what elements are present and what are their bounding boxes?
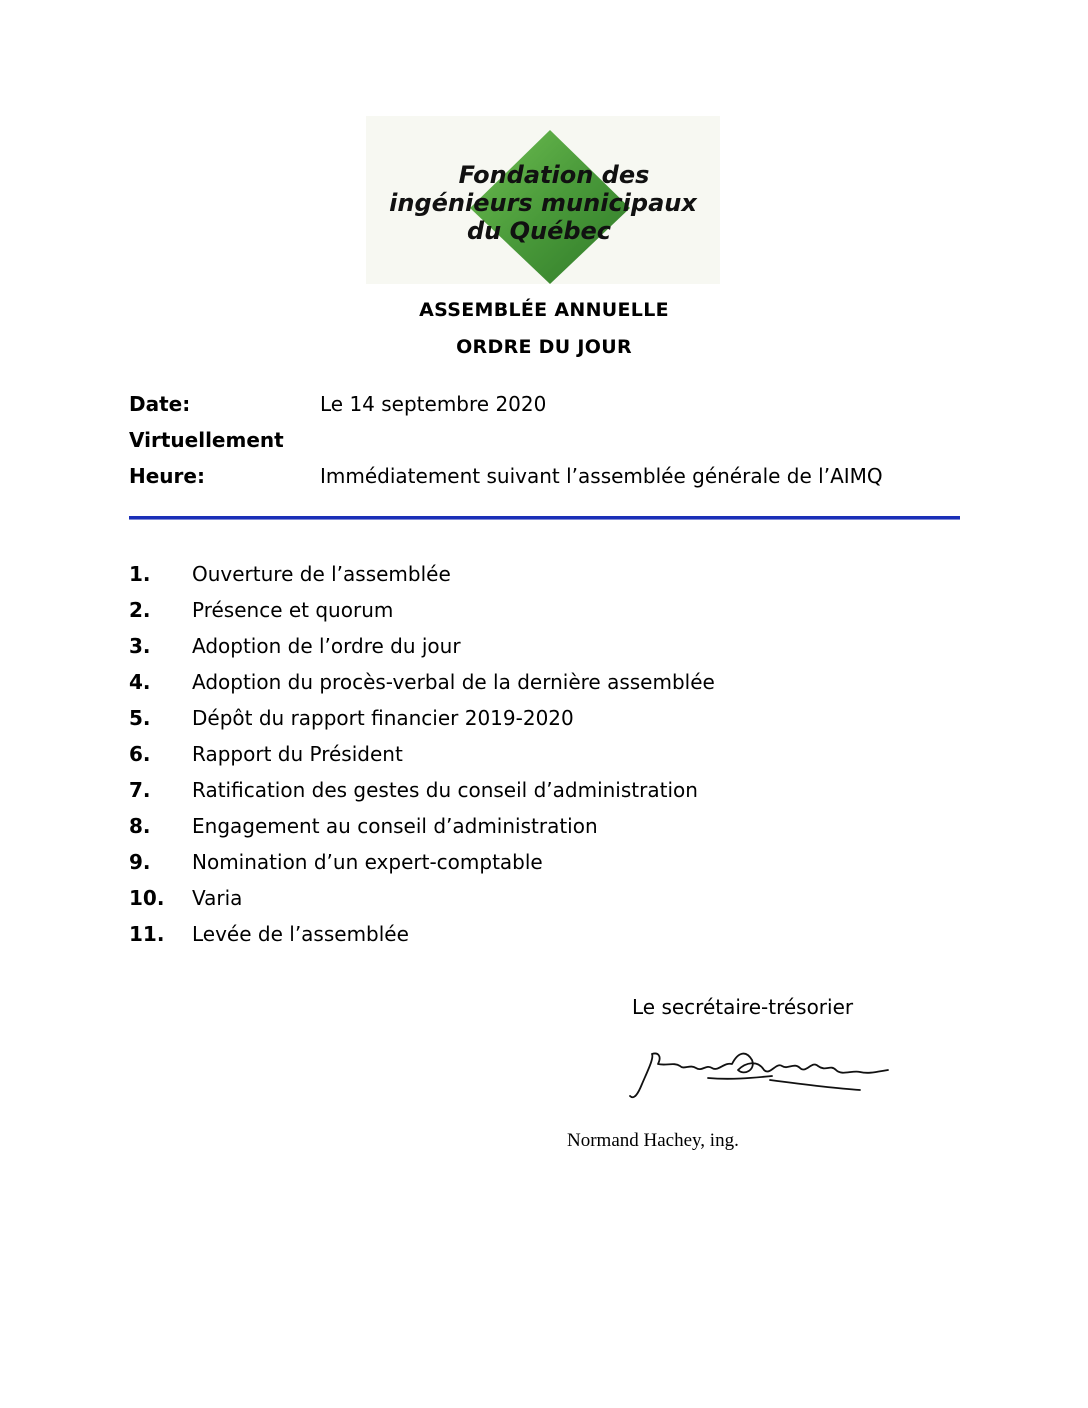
agenda-item-text: Dépôt du rapport financier 2019-2020 <box>192 706 574 730</box>
agenda-item-number: 7. <box>129 778 151 802</box>
closing-role: Le secrétaire-trésorier <box>632 995 854 1019</box>
agenda-item <box>129 922 929 958</box>
agenda-item-text: Ratification des gestes du conseil d’administration <box>192 778 698 802</box>
document-subtitle: ORDRE DU JOUR <box>456 336 632 358</box>
agenda-item <box>129 670 929 706</box>
agenda-item-text: Engagement au conseil d’administration <box>192 814 598 838</box>
agenda-item-number: 4. <box>129 670 151 694</box>
agenda-item-number: 1. <box>129 562 151 586</box>
divider-rule <box>129 516 960 520</box>
agenda-item-text: Rapport du Président <box>192 742 403 766</box>
agenda-item-text: Adoption de l’ordre du jour <box>192 634 461 658</box>
agenda-item-text: Adoption du procès-verbal de la dernière assemblée <box>192 670 715 694</box>
agenda-item <box>129 850 929 886</box>
agenda-item-number: 8. <box>129 814 151 838</box>
agenda-item-number: 9. <box>129 850 151 874</box>
handwritten-signature <box>620 1040 900 1110</box>
agenda-item-text: Ouverture de l’assemblée <box>192 562 451 586</box>
agenda-item-number: 2. <box>129 598 151 622</box>
mode-label: Virtuellement <box>129 428 284 452</box>
time-label: Heure: <box>129 464 205 488</box>
agenda-item <box>129 634 929 670</box>
logo-line-2: ingénieurs municipaux <box>389 189 697 217</box>
agenda-item <box>129 706 929 742</box>
document-title: ASSEMBLÉE ANNUELLE <box>419 299 669 321</box>
time-value: Immédiatement suivant l’assemblée générale de l’AIMQ <box>320 464 883 488</box>
agenda-item <box>129 886 929 922</box>
agenda-item-text: Présence et quorum <box>192 598 394 622</box>
agenda-item <box>129 814 929 850</box>
agenda-item-text: Levée de l’assemblée <box>192 922 409 946</box>
logo-line-1: Fondation des <box>458 161 650 189</box>
agenda-item-text: Nomination d’un expert-comptable <box>192 850 543 874</box>
agenda-item <box>129 598 929 634</box>
agenda-item-number: 5. <box>129 706 151 730</box>
logo-wordmark <box>366 161 720 245</box>
agenda-item-number: 10. <box>129 886 165 910</box>
foundation-logo <box>366 116 720 284</box>
agenda-item-text: Varia <box>192 886 243 910</box>
agenda-item-number: 11. <box>129 922 165 946</box>
agenda-item-number: 3. <box>129 634 151 658</box>
agenda-item <box>129 778 929 814</box>
date-value: Le 14 septembre 2020 <box>320 392 547 416</box>
agenda-list <box>129 562 929 958</box>
agenda-item-number: 6. <box>129 742 151 766</box>
agenda-item <box>129 742 929 778</box>
signer-name: Normand Hachey, ing. <box>567 1130 739 1151</box>
logo-line-3: du Québec <box>466 217 612 245</box>
date-label: Date: <box>129 392 191 416</box>
agenda-item <box>129 562 929 598</box>
